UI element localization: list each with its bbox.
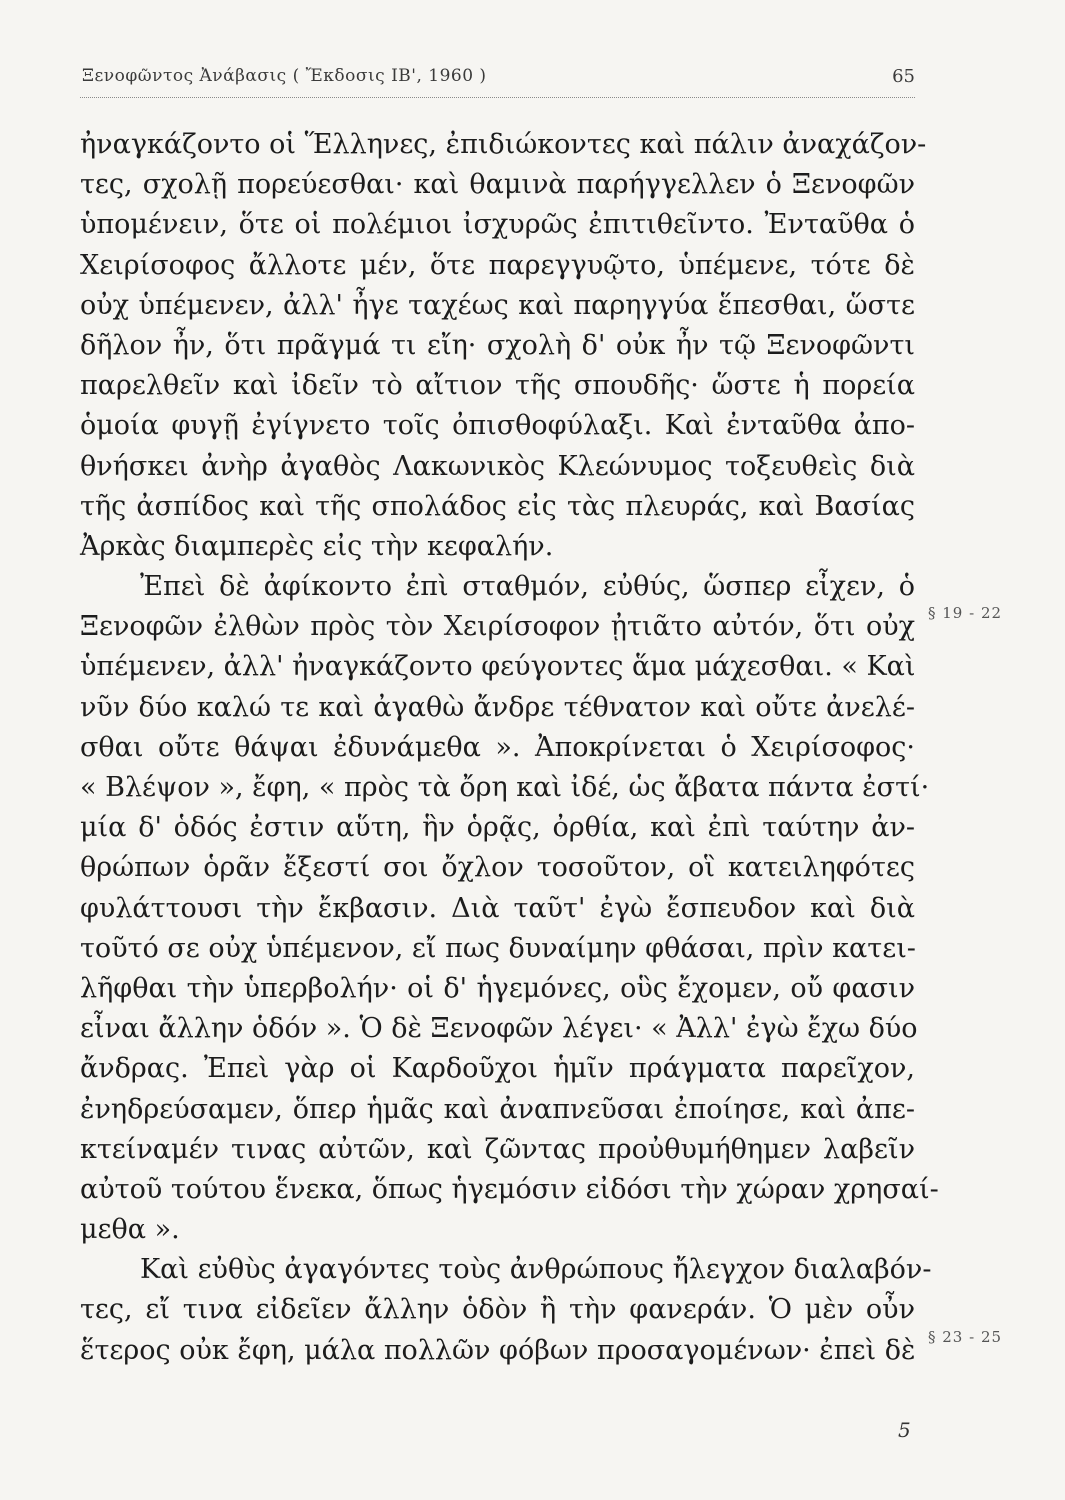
text-line: Ἀρκὰς διαμπερὲς εἰς τὴν κεφαλήν. — [80, 530, 554, 562]
text-line: « Βλέψον », ἔφη, « πρὸς τὰ ὄρη καὶ ἰδέ, ὡς ἄβατα πάντα ἐστί· — [80, 772, 930, 803]
text-line: κτείναμέν τινας αὐτῶν, καὶ ζῶντας προὐθυμήθημεν λαβεῖν — [80, 1133, 915, 1165]
text-line: τῆς ἀσπίδος καὶ τῆς σπολάδος εἰς τὰς πλευράς, καὶ Βασίας — [80, 490, 915, 522]
text-line: Ξενοφῶν ἐλθὼν πρὸς τὸν Χειρίσοφον ᾐτιᾶτο αὐτόν, ὅτι οὐχ — [80, 611, 915, 643]
text-line: σθαι οὔτε θάψαι ἐδυνάμεθα ». Ἀποκρίνεται ὁ Χειρίσοφος· — [80, 731, 915, 763]
text-line: ὁμοία φυγῇ ἐγίγνετο τοῖς ὀπισθοφύλαξι. Καὶ ἐνταῦθα ἀπο- — [80, 410, 915, 442]
header-rule — [80, 97, 915, 98]
text-line: Χειρίσοφος ἄλλοτε μέν, ὅτε παρεγγυῷτο, ὑπέμενε, τότε δὲ — [80, 249, 915, 281]
text-line: τες, εἴ τινα εἰδεῖεν ἄλλην ὁδὸν ἢ τὴν φανεράν. Ὁ μὲν οὖν — [80, 1294, 915, 1326]
text-line: θρώπων ὁρᾶν ἔξεστί σοι ὄχλον τοσοῦτον, οἳ κατειληφότες — [80, 852, 915, 884]
text-line: μεθα ». — [80, 1214, 180, 1246]
text-line: ὑπομένειν, ὅτε οἱ πολέμιοι ἰσχυρῶς ἐπιτιθεῖντο. Ἐνταῦθα ὁ — [80, 209, 915, 241]
text-line: ὑπέμενεν, ἀλλ' ἠναγκάζοντο φεύγοντες ἅμα μάχεσθαι. « Καὶ — [80, 651, 916, 683]
text-line: τοῦτό σε οὐχ ὑπέμενον, εἴ πως δυναίμην φθάσαι, πρὶν κατει- — [80, 932, 916, 964]
text-line: ἠναγκάζοντο οἱ Ἕλληνες, ἐπιδιώκοντες καὶ πάλιν ἀναχάζον- — [80, 129, 927, 160]
text-line: φυλάττουσι τὴν ἔκβασιν. Διὰ ταῦτ' ἐγὼ ἔσπευδον καὶ διὰ — [80, 892, 915, 924]
body-text — [80, 125, 939, 1371]
text-line: μία δ' ὁδός ἐστιν αὕτη, ἣν ὁρᾷς, ὀρθία, καὶ ἐπὶ ταύτην ἀν- — [80, 812, 915, 844]
text-line: ἐνηδρεύσαμεν, ὅπερ ἡμᾶς καὶ ἀναπνεῦσαι ἐποίησε, καὶ ἀπε- — [80, 1093, 915, 1125]
text-line: αὐτοῦ τούτου ἕνεκα, ὅπως ἡγεμόσιν εἰδόσι τὴν χώραν χρησαί- — [80, 1173, 939, 1205]
text-line: οὐχ ὑπέμενεν, ἀλλ' ἦγε ταχέως καὶ παρηγγύα ἕπεσθαι, ὥστε — [80, 289, 915, 321]
signature-mark: 5 — [898, 1418, 911, 1442]
text-line: παρελθεῖν καὶ ἰδεῖν τὸ αἴτιον τῆς σπουδῆς· ὥστε ἡ πορεία — [80, 370, 915, 402]
text-line: ἄνδρας. Ἐπεὶ γὰρ οἱ Καρδοῦχοι ἡμῖν πράγματα παρεῖχον, — [80, 1053, 915, 1085]
text-line: Ἐπεὶ δὲ ἀφίκοντο ἐπὶ σταθμόν, εὐθύς, ὥσπερ εἶχεν, ὁ — [140, 571, 915, 603]
text-line: ἕτερος οὐκ ἔφη, μάλα πολλῶν φόβων προσαγομένων· ἐπεὶ δὲ — [80, 1334, 916, 1366]
text-line: νῦν δύο καλώ τε καὶ ἀγαθὼ ἄνδρε τέθνατον καὶ οὔτε ἀνελέ- — [80, 691, 915, 723]
text-line: εἶναι ἄλλην ὁδόν ». Ὁ δὲ Ξενοφῶν λέγει· « Ἀλλ' ἐγὼ ἔχω δύο — [80, 1013, 918, 1045]
text-line: θνήσκει ἀνὴρ ἀγαθὸς Λακωνικὸς Κλεώνυμος τοξευθεὶς διὰ — [80, 450, 915, 482]
text-line: δῆλον ἦν, ὅτι πρᾶγμά τι εἴη· σχολὴ δ' οὐκ ἦν τῷ Ξενοφῶντι — [80, 329, 915, 361]
text-line: Καὶ εὐθὺς ἀγαγόντες τοὺς ἀνθρώπους ἤλεγχον διαλαβόν- — [140, 1254, 932, 1286]
text-line: λῆφθαι τὴν ὑπερβολήν· οἱ δ' ἡγεμόνες, οὓς ἔχομεν, οὔ φασιν — [80, 972, 915, 1004]
margin-note-section: § 23 - 25 — [928, 1328, 1003, 1346]
running-head: Ξενοφῶντος Ἀνάβασις ( Ἔκδοσις ΙΒ', 1960 ) — [82, 66, 487, 86]
page-number: 65 — [892, 66, 915, 87]
text-line: τες, σχολῇ πορεύεσθαι· καὶ θαμινὰ παρήγγελλεν ὁ Ξενοφῶν — [80, 169, 915, 201]
margin-note-section: § 19 - 22 — [928, 604, 1003, 622]
